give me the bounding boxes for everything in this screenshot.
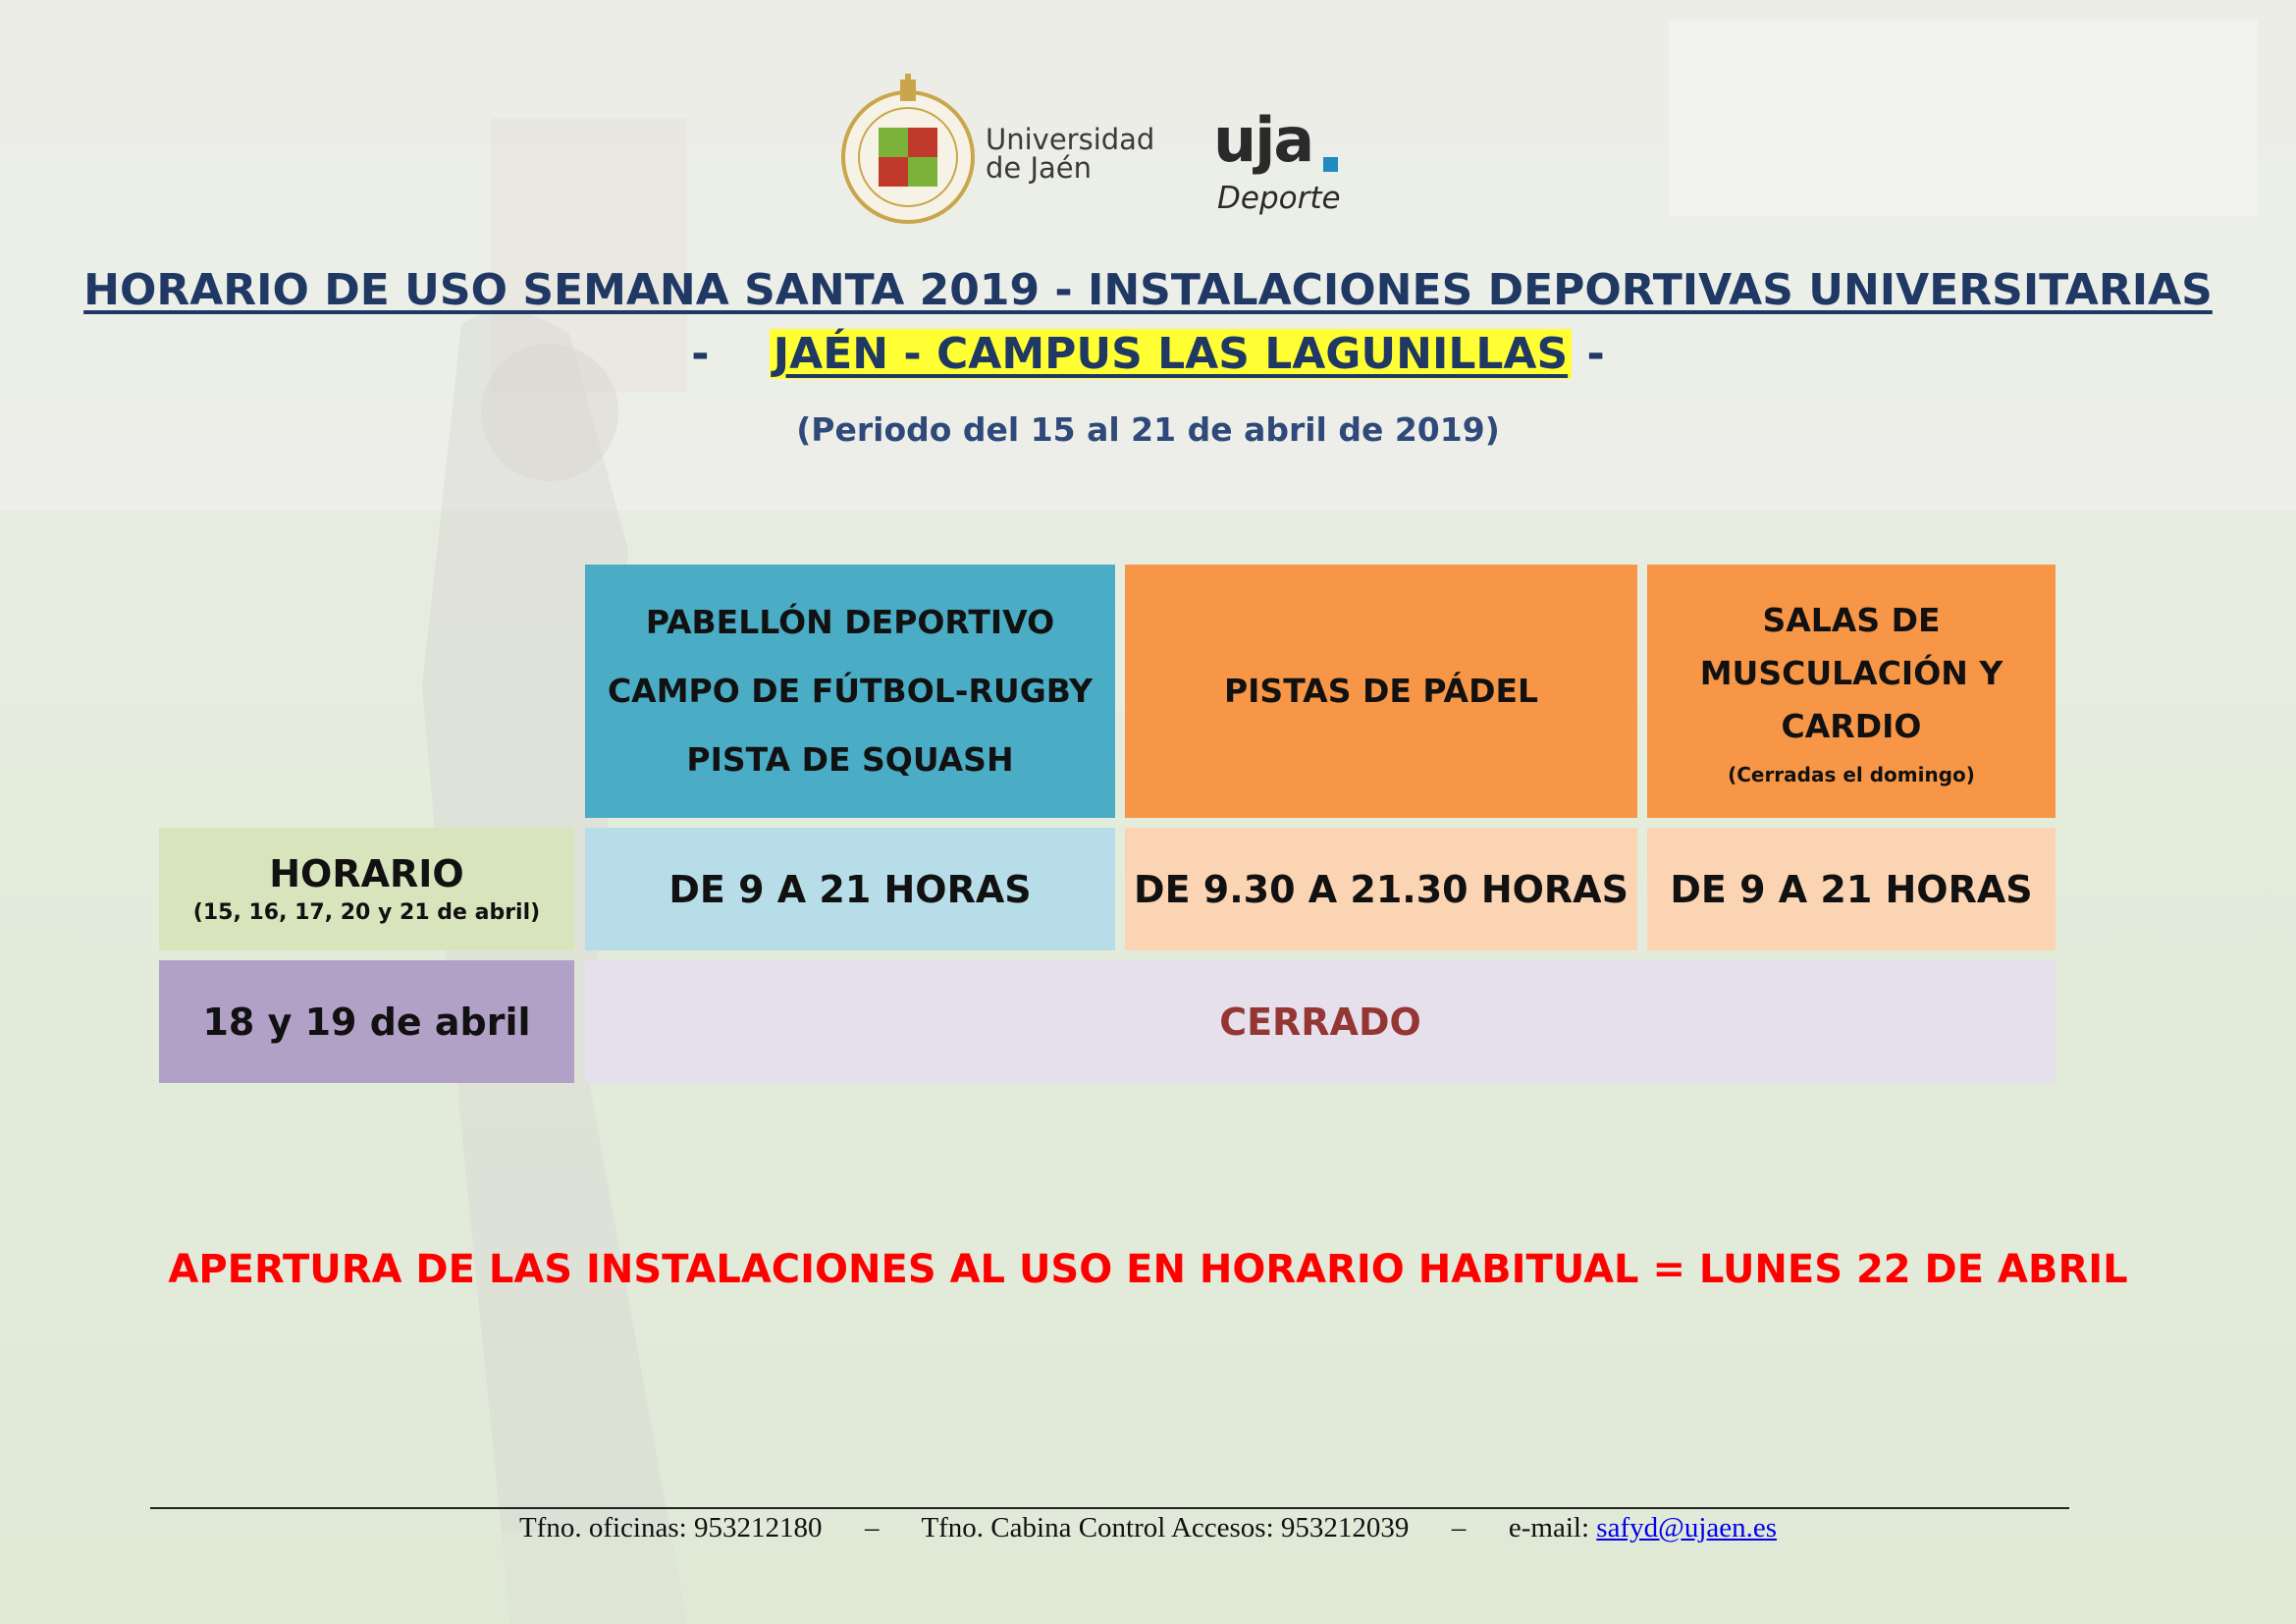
- header-padel: [1125, 565, 1637, 818]
- header-salas-line3: CARDIO: [1781, 707, 1922, 745]
- university-name-line1: Universidad: [986, 123, 1155, 156]
- universidad-jaen-seal-icon: [839, 74, 977, 231]
- uja-logo-word: uja: [1213, 104, 1313, 176]
- footer-phone-offices: Tfno. oficinas: 953212180: [518, 1512, 823, 1543]
- row-closed-value: CERRADO: [585, 960, 2056, 1083]
- header-pabellon-line2: CAMPO DE FÚTBOL-RUGBY: [607, 672, 1094, 710]
- header-pabellon: [585, 565, 1115, 818]
- campus-subtitle: [0, 328, 2296, 381]
- horario-dates: (15, 16, 17, 20 y 21 de abril): [192, 899, 541, 925]
- header-salas-line2: MUSCULACIÓN Y: [1699, 654, 2003, 692]
- row-horario-label: [159, 828, 574, 950]
- footer-separator-1: –: [864, 1512, 880, 1543]
- uja-logo-dot-icon: [1323, 157, 1338, 172]
- header-salas-note: (Cerradas el domingo): [1728, 763, 1975, 786]
- uja-logo-subtitle: Deporte: [1217, 181, 1341, 216]
- footer-email-link[interactable]: safyd@ujaen.es: [1596, 1512, 1778, 1543]
- reopening-notice: APERTURA DE LAS INSTALACIONES AL USO EN HORARIO HABITUAL = LUNES 22 DE ABRIL: [168, 1247, 2128, 1292]
- horario-value-pabellon: DE 9 A 21 HORAS: [585, 828, 1115, 950]
- header-salas-line1: SALAS DE: [1762, 601, 1941, 639]
- horario-value-salas: DE 9 A 21 HORAS: [1647, 828, 2056, 950]
- footer-email-label: e-mail:: [1508, 1512, 1597, 1543]
- footer-divider: [150, 1507, 2069, 1509]
- header-pabellon-line1: PABELLÓN DEPORTIVO: [645, 603, 1055, 641]
- universidad-jaen-logo-text: [986, 123, 1155, 185]
- page-title: HORARIO DE USO SEMANA SANTA 2019 - INSTALACIONES DEPORTIVAS UNIVERSITARIAS: [83, 265, 2213, 315]
- campus-name-highlight: JAÉN - CAMPUS LAS LAGUNILLAS: [770, 329, 1572, 379]
- university-name-line2: de Jaén: [986, 151, 1093, 185]
- header-pabellon-line3: PISTA DE SQUASH: [686, 740, 1014, 779]
- subtitle-dash-right: -: [1586, 329, 1605, 379]
- header-padel-line1: PISTAS DE PÁDEL: [1223, 672, 1539, 710]
- horario-value-padel: DE 9.30 A 21.30 HORAS: [1125, 828, 1637, 950]
- row-closed-label: 18 y 19 de abril: [159, 960, 574, 1083]
- footer-separator-2: –: [1451, 1512, 1467, 1543]
- subtitle-dash-left: -: [691, 329, 710, 379]
- footer-contact: [0, 1512, 2296, 1544]
- period-text: (Periodo del 15 al 21 de abril de 2019): [796, 410, 1500, 449]
- footer-phone-control: Tfno. Cabina Control Accesos: 953212039: [921, 1512, 1410, 1543]
- horario-label: HORARIO: [269, 851, 464, 895]
- header-salas: [1647, 565, 2056, 818]
